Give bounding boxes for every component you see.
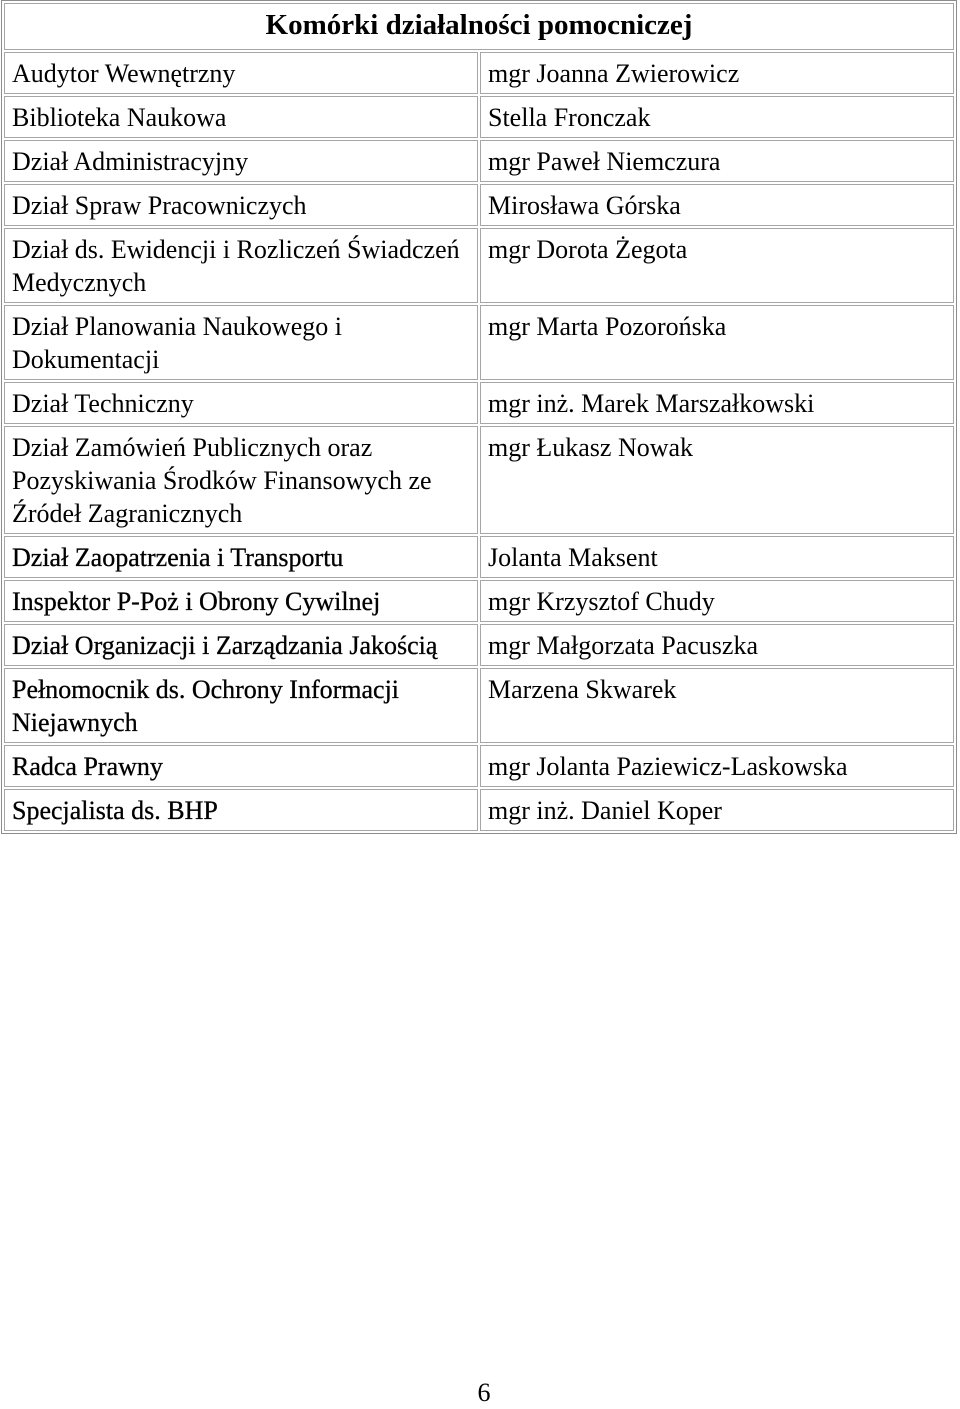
unit-name: Dział Techniczny	[4, 382, 478, 424]
unit-name: Dział Planowania Naukowego i Dokumentacji	[4, 305, 478, 380]
person-name: Stella Fronczak	[480, 96, 954, 138]
person-name: mgr Jolanta Paziewicz-Laskowska	[480, 745, 954, 787]
person-name: mgr Paweł Niemczura	[480, 140, 954, 182]
person-name: mgr Łukasz Nowak	[480, 426, 954, 534]
page-number: 6	[477, 1378, 491, 1407]
person-name: mgr Krzysztof Chudy	[480, 580, 954, 622]
unit-name: Specjalista ds. BHP	[4, 789, 478, 831]
unit-name: Radca Prawny	[4, 745, 478, 787]
person-name: mgr Joanna Zwierowicz	[480, 52, 954, 94]
unit-name: Pełnomocnik ds. Ochrony Informacji Niejawnych	[4, 668, 478, 743]
person-name: Marzena Skwarek	[480, 668, 954, 743]
unit-name: Biblioteka Naukowa	[4, 96, 478, 138]
unit-name: Audytor Wewnętrzny	[4, 52, 478, 94]
unit-name: Inspektor P-Poż i Obrony Cywilnej	[4, 580, 478, 622]
person-name: mgr Małgorzata Pacuszka	[480, 624, 954, 666]
person-name: mgr inż. Daniel Koper	[480, 789, 954, 831]
unit-name: Dział Zaopatrzenia i Transportu	[4, 536, 478, 578]
unit-name: Dział Spraw Pracowniczych	[4, 184, 478, 226]
unit-name: Dział ds. Ewidencji i Rozliczeń Świadczeń Medycznych	[4, 228, 478, 303]
person-name: mgr Dorota Żegota	[480, 228, 954, 303]
table-title: Komórki działalności pomocniczej	[4, 3, 954, 50]
person-name: Jolanta Maksent	[480, 536, 954, 578]
person-name: mgr Marta Pozorońska	[480, 305, 954, 380]
person-name: mgr inż. Marek Marszałkowski	[480, 382, 954, 424]
unit-name: Dział Administracyjny	[4, 140, 478, 182]
person-name: Mirosława Górska	[480, 184, 954, 226]
unit-name: Dział Zamówień Publicznych oraz Pozyskiwania Środków Finansowych ze Źródeł Zagranicznych	[4, 426, 478, 534]
unit-name: Dział Organizacji i Zarządzania Jakością	[4, 624, 478, 666]
support-units-table	[1, 0, 957, 834]
